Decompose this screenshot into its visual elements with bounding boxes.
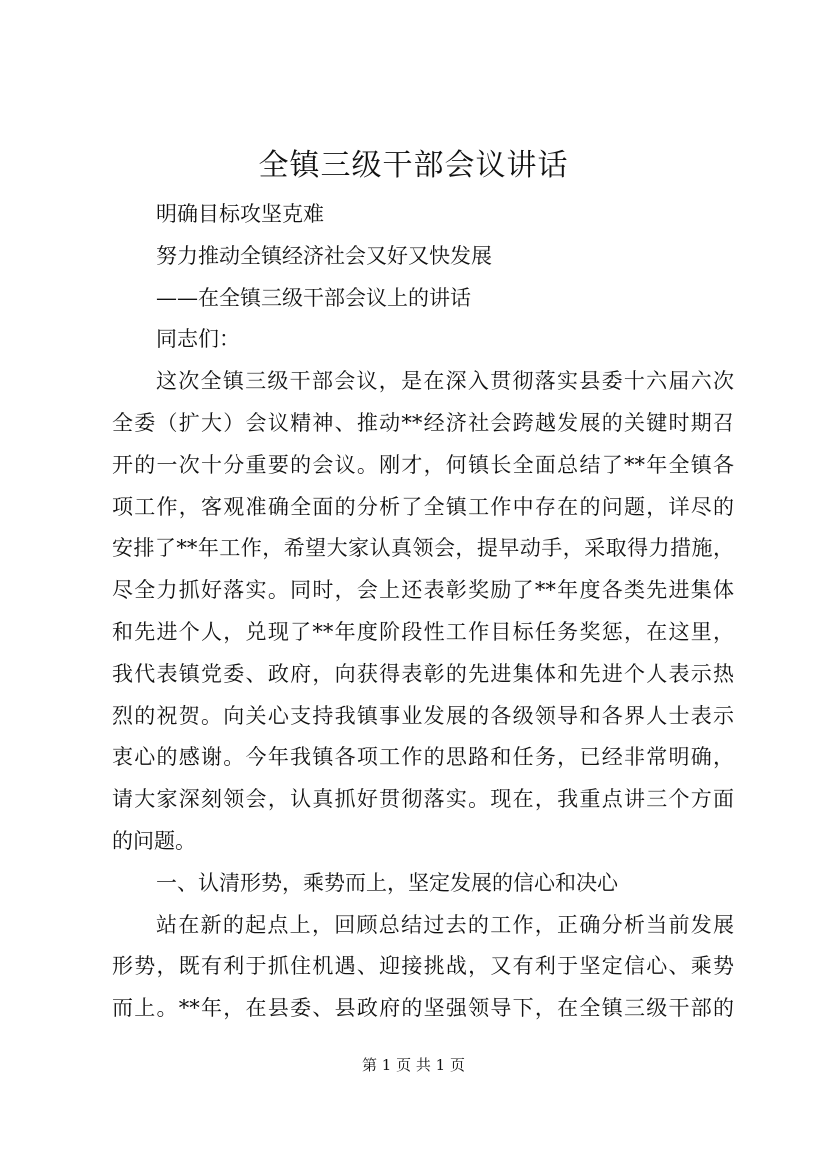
document-title: 全镇三级干部会议讲话 xyxy=(258,148,569,183)
paragraph-line: 开的一次十分重要的会议。刚才，何镇长全面总结了**年全镇各 xyxy=(112,452,734,477)
paragraph-line: 衷心的感谢。今年我镇各项工作的思路和任务，已经非常明确， xyxy=(112,745,734,770)
paragraph-line: 站在新的起点上，回顾总结过去的工作，正确分析当前发展 xyxy=(156,912,734,937)
subtitle-line-1: 明确目标攻坚克难 xyxy=(156,202,324,226)
paragraph-line: 我代表镇党委、政府，向获得表彰的先进集体和先进个人表示热 xyxy=(112,661,734,686)
document-body xyxy=(112,194,734,1030)
paragraph-line: 请大家深刻领会，认真抓好贯彻落实。现在，我重点讲三个方面 xyxy=(112,787,734,812)
paragraph-line: 安排了**年工作，希望大家认真领会，提早动手，采取得力措施， xyxy=(112,536,734,561)
salutation: 同志们： xyxy=(156,327,240,352)
page-footer: 第 1 页 共 1 页 xyxy=(362,1056,465,1074)
paragraph-line: 项工作，客观准确全面的分析了全镇工作中存在的问题，详尽的 xyxy=(112,494,734,519)
section-heading-1: 一、认清形势，乘势而上，坚定发展的信心和决心 xyxy=(156,870,618,895)
paragraph-line: 全委（扩大）会议精神、推动**经济社会跨越发展的关键时期召 xyxy=(112,410,734,435)
paragraph-line: 这次全镇三级干部会议，是在深入贯彻落实县委十六届六次 xyxy=(156,369,734,394)
paragraph-line: 尽全力抓好落实。同时，会上还表彰奖励了**年度各类先进集体 xyxy=(112,578,734,603)
paragraph-line: 烈的祝贺。向关心支持我镇事业发展的各级领导和各界人士表示 xyxy=(112,703,734,728)
paragraph-line: 的问题。 xyxy=(112,828,196,853)
paragraph-line: 和先进个人，兑现了**年度阶段性工作目标任务奖惩，在这里， xyxy=(112,619,734,644)
paragraph-line: 而上。**年，在县委、县政府的坚强领导下，在全镇三级干部的 xyxy=(112,996,734,1021)
subtitle-line-2: 努力推动全镇经济社会又好又快发展 xyxy=(156,243,492,268)
paragraph-line: 形势，既有利于抓住机遇、迎接挑战，又有利于坚定信心、乘势 xyxy=(112,954,734,979)
subtitle-line-3: ——在全镇三级干部会议上的讲话 xyxy=(156,285,471,310)
